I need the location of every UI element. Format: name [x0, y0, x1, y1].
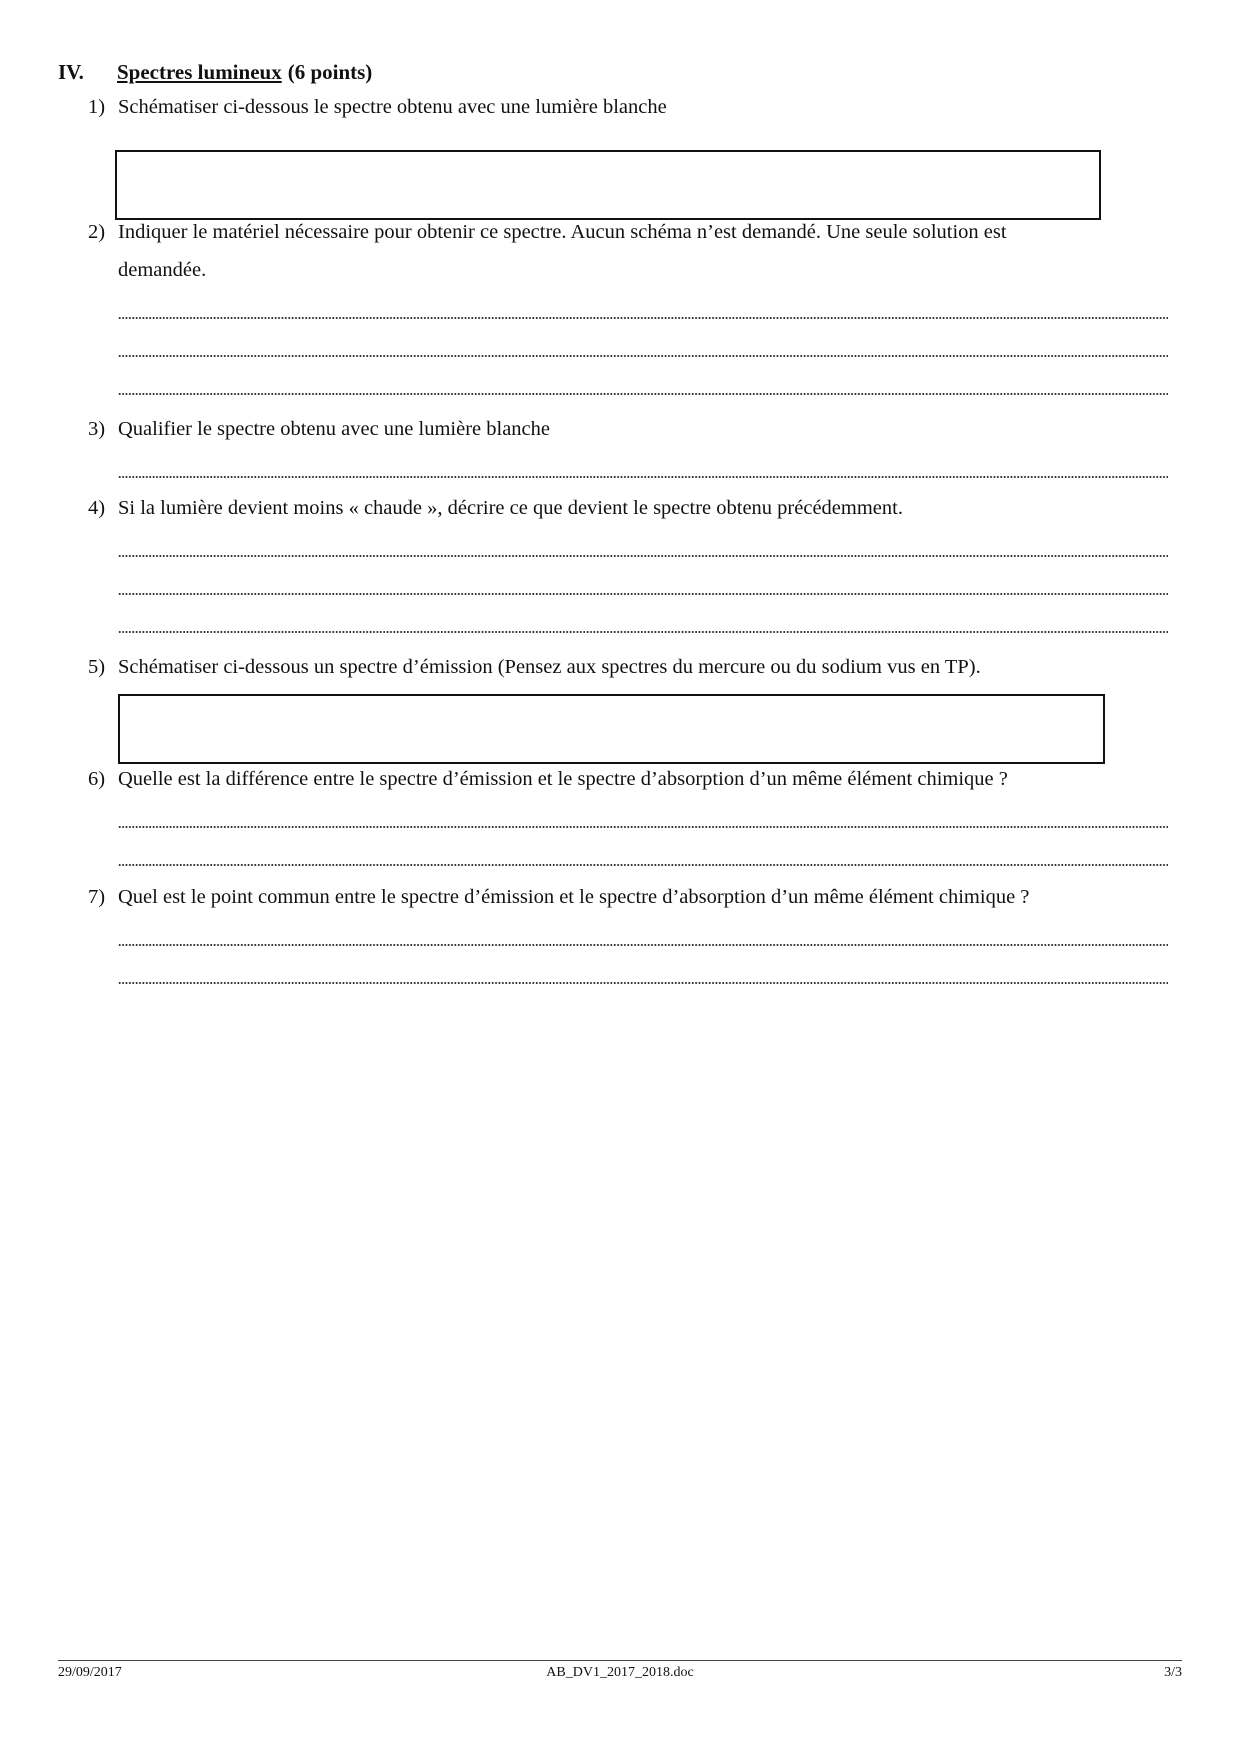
question-2 [88, 213, 1168, 403]
question-7 [88, 878, 1168, 992]
answer-line[interactable] [118, 365, 1168, 403]
footer-page-number: 3/3 [1164, 1665, 1182, 1680]
answer-line[interactable] [118, 954, 1168, 992]
answer-line[interactable] [118, 565, 1168, 603]
question-number: 3) [88, 418, 106, 440]
question-6 [88, 760, 1168, 874]
answer-line[interactable] [118, 327, 1168, 365]
question-text: Schématiser ci-dessous le spectre obtenu avec une lumière blanche [118, 96, 667, 118]
section-number: IV. [58, 60, 84, 84]
answer-line[interactable] [118, 603, 1168, 641]
answer-line[interactable] [118, 836, 1168, 874]
question-4 [88, 489, 1168, 641]
question-text: Si la lumière devient moins « chaude », décrire ce que devient le spectre obtenu précédemment. [118, 497, 903, 519]
section-title: Spectres lumineux [117, 60, 282, 84]
answer-line[interactable] [118, 289, 1168, 327]
question-number: 1) [88, 96, 106, 118]
answer-line[interactable] [118, 527, 1168, 565]
section-heading [58, 58, 372, 86]
question-text: Quelle est la différence entre le spectre d’émission et le spectre d’absorption d’un même élément chimique ? [118, 768, 1008, 790]
answer-line[interactable] [118, 916, 1168, 954]
footer-filename: AB_DV1_2017_2018.doc [546, 1665, 694, 1680]
footer-date: 29/09/2017 [58, 1665, 122, 1680]
question-1 [88, 88, 1168, 126]
question-text: Quel est le point commun entre le spectre d’émission et le spectre d’absorption d’un même élément chimique ? [118, 886, 1030, 908]
spectrum-drawing-box-2[interactable] [118, 694, 1105, 764]
question-number: 2) [88, 221, 106, 243]
answer-line[interactable] [118, 798, 1168, 836]
footer-divider [58, 1660, 1182, 1661]
question-number: 4) [88, 497, 106, 519]
question-3 [88, 410, 1168, 486]
answer-line[interactable] [118, 448, 1168, 486]
question-text: Schématiser ci-dessous un spectre d’émission (Pensez aux spectres du mercure ou du sodium vus en TP). [118, 656, 981, 678]
question-number: 5) [88, 656, 106, 678]
question-text: Qualifier le spectre obtenu avec une lumière blanche [118, 418, 551, 440]
question-number: 6) [88, 768, 106, 790]
question-text-continued: demandée. [118, 259, 207, 281]
spectrum-drawing-box-1[interactable] [115, 150, 1101, 220]
question-5 [88, 648, 1168, 686]
question-number: 7) [88, 886, 106, 908]
section-points: (6 points) [287, 60, 373, 84]
question-text: Indiquer le matériel nécessaire pour obtenir ce spectre. Aucun schéma n’est demandé. Une seule solution est [118, 221, 1007, 243]
